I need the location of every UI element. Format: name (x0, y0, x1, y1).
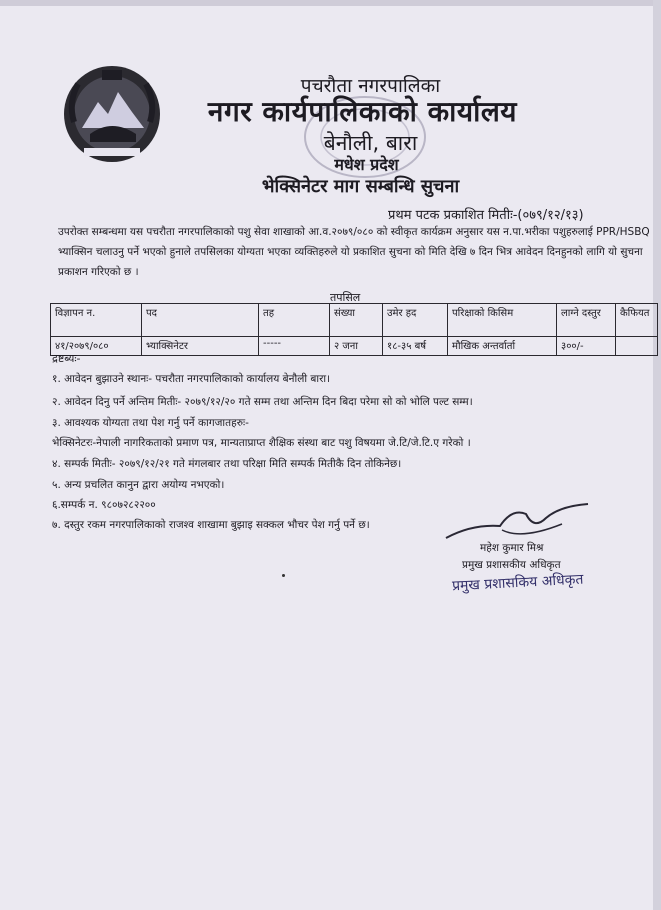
note-item: २. आवेदन दिनु पर्ने अन्तिम मितीः- २०७९/१२/२० गते सम्म तथा अन्तिम दिन बिदा परेमा सो को भोलि पल्ट सम्म। (52, 396, 473, 408)
cell-level: ----- (259, 337, 330, 356)
province-name: मधेश प्रदेश (334, 155, 399, 174)
cell-fee: ३००/- (557, 337, 616, 356)
signatory-stamp: प्रमुख प्रशासकिय अधिकृत (451, 571, 584, 595)
body-paragraph: उपरोक्त सम्बन्धमा यस पचरौता नगरपालिकाको पशु सेवा शाखाको आ.व.२०७९/०८० को स्वीकृत कार्यक्रम अनुसार यस न.पा.भरीका पशुहरुलाई PPR/HSBQ भ्याक्सिन चलाउनु पर्ने भएको हुनाले तपसिलका योग्यता भएका व्यक्तिहरुले यो प्रकाशित सुचना को मिति देखि ७ दिन भित्र आवेदन दिनहुनको लागि यो सुचना प्रकाशन गरिएको छ । (58, 226, 650, 278)
cell-remarks (616, 337, 658, 356)
scan-edge-top (0, 0, 661, 6)
publication-date: प्रथम पटक प्रकाशित मितीः-(०७९/१२/१३) (388, 208, 584, 223)
table-header-row (51, 304, 658, 337)
col-age-limit: उमेर हद (383, 304, 448, 337)
signatory-name: महेश कुमार मिश्र (480, 542, 544, 554)
vacancy-table (50, 303, 658, 356)
cell-ad-number: ४१/२०७९/०८० (51, 337, 142, 356)
scan-speck (282, 574, 285, 577)
office-title: नगर कार्यपालिकाको कार्यालय (207, 95, 518, 128)
cell-post: भ्याक्सिनेटर (142, 337, 259, 356)
cell-exam-type: मौखिक अन्तर्वार्ता (448, 337, 557, 356)
note-item: ४. सम्पर्क मितीः- २०७९/१२/२१ गते मंगलबार तथा परिक्षा मिति सम्पर्क मितीकै दिन तोकिनेछ। (52, 458, 402, 470)
signature-scribble-icon (442, 500, 592, 546)
note-item: ७. दस्तुर रकम नगरपालिकाको राजश्व शाखामा बुझाइ सक्कल भौचर पेश गर्नु पर्ने छ। (52, 519, 370, 531)
col-exam-type: परिक्षाको किसिम (448, 304, 557, 337)
col-ad-number: विज्ञापन न. (51, 304, 142, 337)
note-item: ६.सम्पर्क न. ९८०७२८२२०० (52, 499, 156, 511)
notes-heading: द्रष्टब्यः- (52, 352, 81, 365)
note-item: ३. आवश्यक योग्यता तथा पेश गर्नु पर्ने कागजातहरुः- (52, 417, 249, 429)
col-post: पद (142, 304, 259, 337)
signatory-title: प्रमुख प्रशासकीय अधिकृत (462, 559, 561, 571)
cell-age-limit: १८-३५ बर्ष (383, 337, 448, 356)
note-item: ५. अन्य प्रचलित कानुन द्वारा अयोग्य नभएको। (52, 479, 225, 491)
table-row (51, 337, 658, 356)
municipality-name: पचरौता नगरपालिका (300, 75, 441, 97)
col-level: तह (259, 304, 330, 337)
col-remarks: कैफियत (616, 304, 658, 337)
col-fee: लाग्ने दस्तुर (557, 304, 616, 337)
table-caption: तपसिल (330, 291, 361, 304)
note-item: १. आवेदन बुझाउने स्थानः- पचरौता नगरपालिकाको कार्यालय बेनौली बारा। (52, 373, 331, 385)
col-count: संख्या (330, 304, 383, 337)
note-item: भेक्सिनेटरः-नेपाली नागरिकताको प्रमाण पत्र, मान्यताप्राप्त शैक्षिक संस्था बाट पशु विषयमा जे.टि/जे.टि.ए गरेको । (52, 437, 471, 449)
notice-title: भेक्सिनेटर माग सम्बन्धि सुचना (261, 176, 460, 197)
office-location: बेनौली, बारा (323, 131, 418, 155)
cell-count: २ जना (330, 337, 383, 356)
